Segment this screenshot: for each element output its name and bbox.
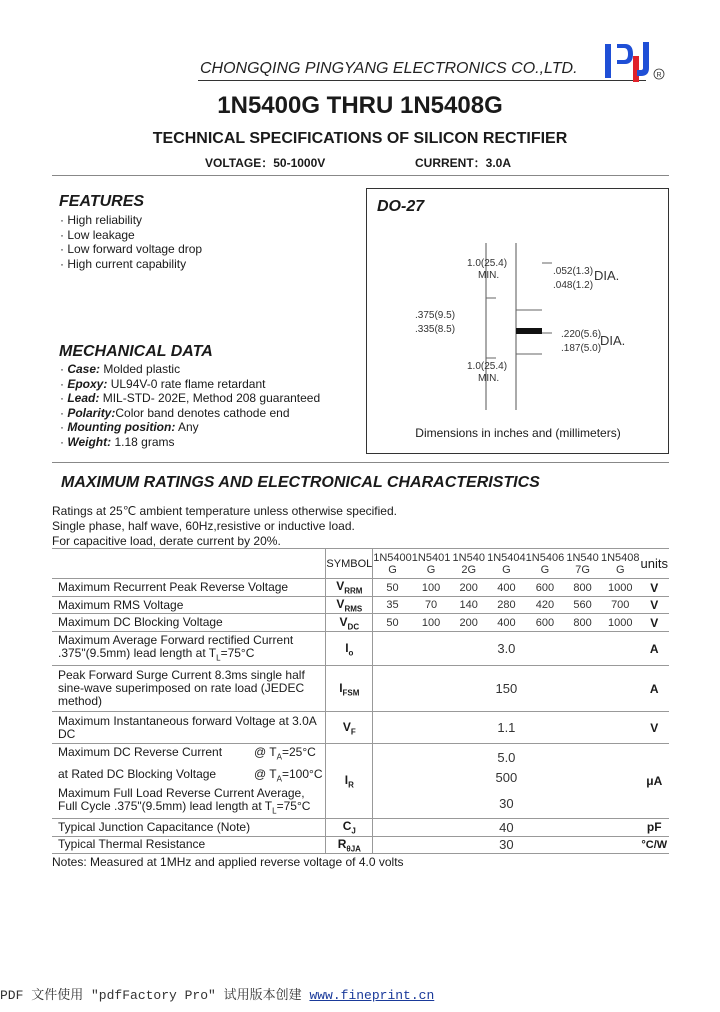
dim-lead-dia-max: .052(1.3) [553,266,594,277]
dim-lead-length-top: 1.0(25.4) [467,258,508,269]
diode-outline-diagram [366,188,669,428]
pdf-footer [0,984,434,1003]
column-header: 1N5408 G [601,549,640,579]
table-header-row [52,549,669,579]
page-subtitle: TECHNICAL SPECIFICATIONS OF SILICON RECTIFIER [152,130,568,147]
page-title: 1N5400G THRU 1N5408G [217,92,503,119]
table-row: Maximum Instantaneous forward Voltage at 3.0A DC $V_F$ 1.1 V [52,712,669,744]
list-item: · Mounting position: Any [60,420,199,435]
dim-lead-length-bottom-min: MIN. [478,373,500,384]
dim-body-dia-label: DIA. [600,333,626,348]
header-rule [198,80,646,81]
characteristics-table [52,548,669,854]
dimensions-caption: Dimensions in inches and (millimeters) [415,426,621,440]
table-row: Typical Thermal Resistance $R_{\theta JA}$ 30 °C/W [52,836,669,853]
features-heading: FEATURES [59,193,145,210]
list-item: · High reliability [60,213,143,227]
list-item: · Case: Molded plastic [60,362,181,376]
column-header: 1N5404 G [487,549,526,579]
dim-body-length-max: .375(9.5) [415,310,456,321]
package-name: DO-27 [377,198,425,215]
dim-lead-dia-label: DIA. [594,268,620,283]
table-row: Maximum DC Blocking Voltage $V_{DC}$ 50 100 200 400 600 800 1000 V [52,614,669,632]
dim-body-dia-min: .187(5.0) [561,343,602,354]
voltage-rating: VOLTAGE：50-1000V [205,156,326,170]
table-row: Typical Junction Capacitance (Note) $C_J$ 40 pF [52,818,669,836]
divider [52,462,669,463]
column-header: 1N540 7G [564,549,601,579]
table-row: Maximum RMS Voltage $V_{RMS}$ 35 70 140 280 420 560 700 V [52,597,669,614]
mechanical-heading: MECHANICAL DATA [59,343,213,360]
column-header: 1N5401 G [412,549,451,579]
table-row: Peak Forward Surge Current 8.3ms single half sine-wave superimposed on rate load (JEDEC method) $I_{FSM}$ 150 A [52,666,669,712]
pingyang-logo [603,40,673,86]
list-item: · Low forward voltage drop [60,242,203,257]
rating-note: Single phase, half wave, 60Hz,resistive or inductive load. [52,519,355,533]
list-item: · Lead: MIL-STD- 202E, Method 208 guaranteed [60,391,321,406]
dim-body-length-min: .335(8.5) [415,324,456,335]
footer-link[interactable]: www.fineprint.cn [309,988,435,1003]
symbol-header: SYMBOL [326,549,373,579]
current-rating: CURRENT：3.0A [415,156,512,170]
mechanical-list [60,362,320,450]
dim-lead-length-bottom: 1.0(25.4) [467,361,508,372]
max-ratings-heading: MAXIMUM RATINGS AND ELECTRONICAL CHARACTERISTICS [61,474,540,491]
rating-note: For capacitive load, derate current by 20%. [52,534,281,548]
units-header: units [640,549,669,579]
table-row: Maximum Average Forward rectified Current .375"(9.5mm) lead length at $T_L=75^\circ C$ $I_o$ 3.0 A [52,632,669,666]
list-item: · High current capability [60,256,187,271]
notes-line: Notes: Measured at 1MHz and applied reverse voltage of 4.0 volts [52,855,404,869]
features-list [60,213,202,271]
column-header: 1N540 2G [450,549,487,579]
svg-text:R: R [656,72,662,79]
table-row: Maximum DC Reverse Current @ $T_A=25^\circ C$ at Rated DC Blocking Voltage @ $T_A=100^\circ C$ Maximum Full Load Reverse Current Average, Full Cycle .375"(9.5mm) lead length at $T_L=75^\circ C$ $I_R$ 5.0 500 30 μA [52,744,669,818]
list-item: · Low leakage [60,227,135,242]
list-item: · Epoxy: UL94V-0 rate flame retardant [60,376,266,391]
dim-body-dia-max: .220(5.6) [561,329,602,340]
dim-lead-length-top-min: MIN. [478,270,500,281]
dim-lead-dia-min: .048(1.2) [553,280,594,291]
list-item: · Weight: 1.18 grams [60,434,175,449]
column-header: 1N5406 G [526,549,565,579]
company-name: CHONGQING PINGYANG ELECTRONICS CO.,LTD. [200,60,578,77]
column-header: 1N5400 G [373,549,412,579]
table-row: Maximum Recurrent Peak Reverse Voltage $V_{RRM}$ 50 100 200 400 600 800 1000 V [52,579,669,597]
footer-text: PDF 文件使用 "pdfFactory Pro" 试用版本创建 [0,988,310,1003]
list-item: · Polarity:Color band denotes cathode end [60,405,290,420]
rating-note: Ratings at 25℃ ambient temperature unless otherwise specified. [52,504,397,518]
divider [52,175,669,176]
